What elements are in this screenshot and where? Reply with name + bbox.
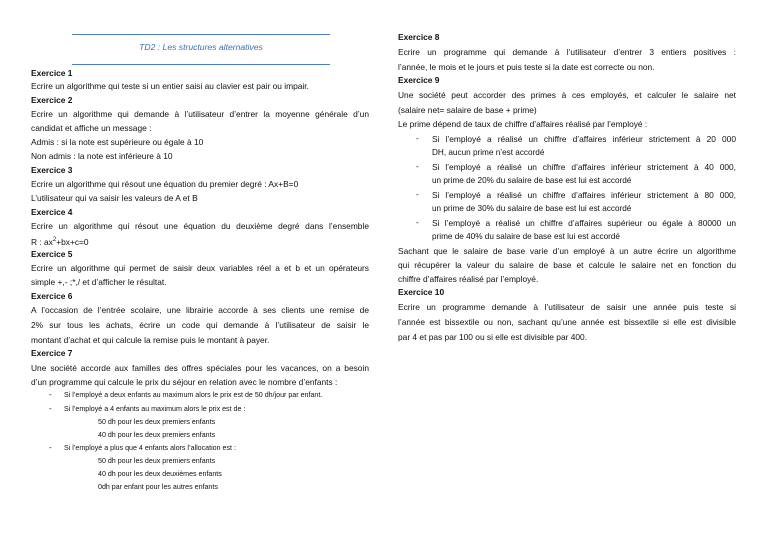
exercise-7-bullet: Si l’employé a plus que 4 enfants alors l’allocation est :: [64, 444, 236, 452]
exercise-7-bullet: Si l’employé a 4 enfants au maximum alors le prix est de :: [64, 405, 246, 413]
bullet-dash: -: [416, 162, 419, 171]
exercise-5-line: Ecrire un algorithme qui permet de saisir deux variables réel a et b et un opérateurs: [31, 263, 369, 273]
title-rule-bottom: [72, 64, 330, 65]
bullet-dash: -: [49, 390, 52, 399]
exercise-7-line: d’un programme qui calcule le prix du séjour en relation avec le nombre d’enfants :: [31, 377, 338, 387]
exercise-3-label: Exercice 3: [31, 165, 73, 175]
exercise-9-after-line: Sachant que le salaire de base varie d’un employé à un autre écrire un algorithme: [398, 246, 736, 256]
exercise-10-line: l’année est bissextile ou non, sachant qu’une année est bissextile si elle est divisible: [398, 317, 736, 327]
bullet-dash: -: [49, 443, 52, 452]
exercise-9-line: (salaire net= salaire de base + prime): [398, 105, 537, 115]
exercise-9-bullet: - Si l’employé a réalisé un chiffre d’affaires inférieur strictement à 20 000 DH, aucun prime n’est accordé: [416, 134, 736, 157]
exercise-9-after-line: chiffre d’affaires réalisé par l’employé.: [398, 274, 539, 284]
exercise-7-line: Une société accorde aux familles des offres spéciales pour les vacances, on a besoin: [31, 363, 369, 373]
exercise-7-label: Exercice 7: [31, 348, 73, 358]
exercise-1-line: Ecrire un algorithme qui teste si un entier saisi au clavier est pair ou impair.: [31, 81, 309, 91]
exercise-6-line: 2% sur tous les achats, écrire un code qui demande à l’utilisateur de saisir le: [31, 320, 369, 330]
exercise-4-label: Exercice 4: [31, 207, 73, 217]
exercise-2-line: candidat et affiche un message :: [31, 123, 152, 133]
exercise-7-sub: 0dh par enfant pour les autres enfants: [98, 483, 218, 491]
exercise-7-sub: 50 dh pour les deux premiers enfants: [98, 457, 216, 465]
bullet-dash: -: [416, 218, 419, 227]
exercise-5-line: simple +,- ;*,/ et d’afficher le résultat.: [31, 277, 167, 287]
exercise-9-after-line: qui récupérer la valeur du salaire de base et calcule le salaire net en fonction du: [398, 260, 736, 270]
exercise-7-sub: 40 dh pour les deux deuxièmes enfants: [98, 470, 222, 478]
exercise-2-line: Ecrire un algorithme qui demande à l’utilisateur d’entrer la moyenne générale d’un: [31, 109, 369, 119]
exercise-7-sub: 40 dh pour les deux premiers enfants: [98, 431, 216, 439]
exercise-9-line: Le prime dépend de taux de chiffre d’affaires réalisé par l’employé :: [398, 119, 648, 129]
exercise-7-bullet: Si l’employé a deux enfants au maximum alors le prix est de 50 dh/jour par enfant.: [64, 391, 323, 399]
exercise-4-line: Ecrire un algorithme qui résout une équation du deuxième degré dans l’ensemble: [31, 221, 369, 231]
exercise-9-bullet: - Si l’employé a réalisé un chiffre d’affaires inférieur strictement à 80 000, un prime de 30% du salaire de base est lui est accordé: [416, 190, 736, 213]
exercise-2-line: Non admis : la note est inférieure à 10: [31, 151, 173, 161]
title-rule-top: [72, 34, 330, 35]
exercise-2-label: Exercice 2: [31, 95, 73, 105]
exercise-6-line: A l’occasion de l’entrée scolaire, une librairie accorde à ses clients une remise de: [31, 305, 369, 315]
bullet-dash: -: [49, 404, 52, 413]
exercise-1-label: Exercice 1: [31, 68, 73, 78]
exercise-8-line: l’année, le mois et le jours et puis teste si la date est correcte ou non.: [398, 62, 655, 72]
exercise-3-line: L’utilisateur qui va saisir les valeurs de A et B: [31, 193, 198, 203]
exercise-3-line: Ecrire un algorithme qui résout une équation du premier degré : Ax+B=0: [31, 179, 299, 189]
exercise-9-bullet: - Si l’employé a réalisé un chiffre d’affaires inférieur strictement à 40 000, un prime de 20% du salaire de base est lui est accordé: [416, 162, 736, 185]
exercise-6-line: montant d’achat et qui calcule la remise puis le montant à payer.: [31, 335, 270, 345]
exercise-10-line: Ecrire un programme demande à l’utilisateur de saisir une année puis teste si: [398, 302, 736, 312]
exercise-9-bullet: - Si l’employé a réalisé un chiffre d’affaires supérieur ou égale à 80000 un prime de 40% du salaire de base est lui est accordé: [416, 218, 736, 241]
exercise-5-label: Exercice 5: [31, 249, 73, 259]
exercise-9-line: Une société peut accorder des primes à ces employés, et calculer le salaire net: [398, 90, 736, 100]
bullet-dash: -: [416, 190, 419, 199]
exercise-4-formula: R : $ax^2+bx+c=0$: [31, 236, 89, 247]
exercise-2-line: Admis : si la note est supérieure ou égale à 10: [31, 137, 204, 147]
page-title: TD2 : Les structures alternatives: [139, 42, 263, 52]
exercise-8-label: Exercice 8: [398, 32, 440, 42]
exercise-9-label: Exercice 9: [398, 75, 440, 85]
exercise-8-line: Ecrire un programme qui demande à l’utilisateur d’entrer 3 entiers positives :: [398, 47, 736, 57]
exercise-7-sub: 50 dh pour les deux premiers enfants: [98, 418, 216, 426]
exercise-10-line: par 4 et pas par 100 ou si elle est divisible par 400.: [398, 332, 588, 342]
bullet-dash: -: [416, 134, 419, 143]
exercise-6-label: Exercice 6: [31, 291, 73, 301]
exercise-10-label: Exercice 10: [398, 287, 445, 297]
